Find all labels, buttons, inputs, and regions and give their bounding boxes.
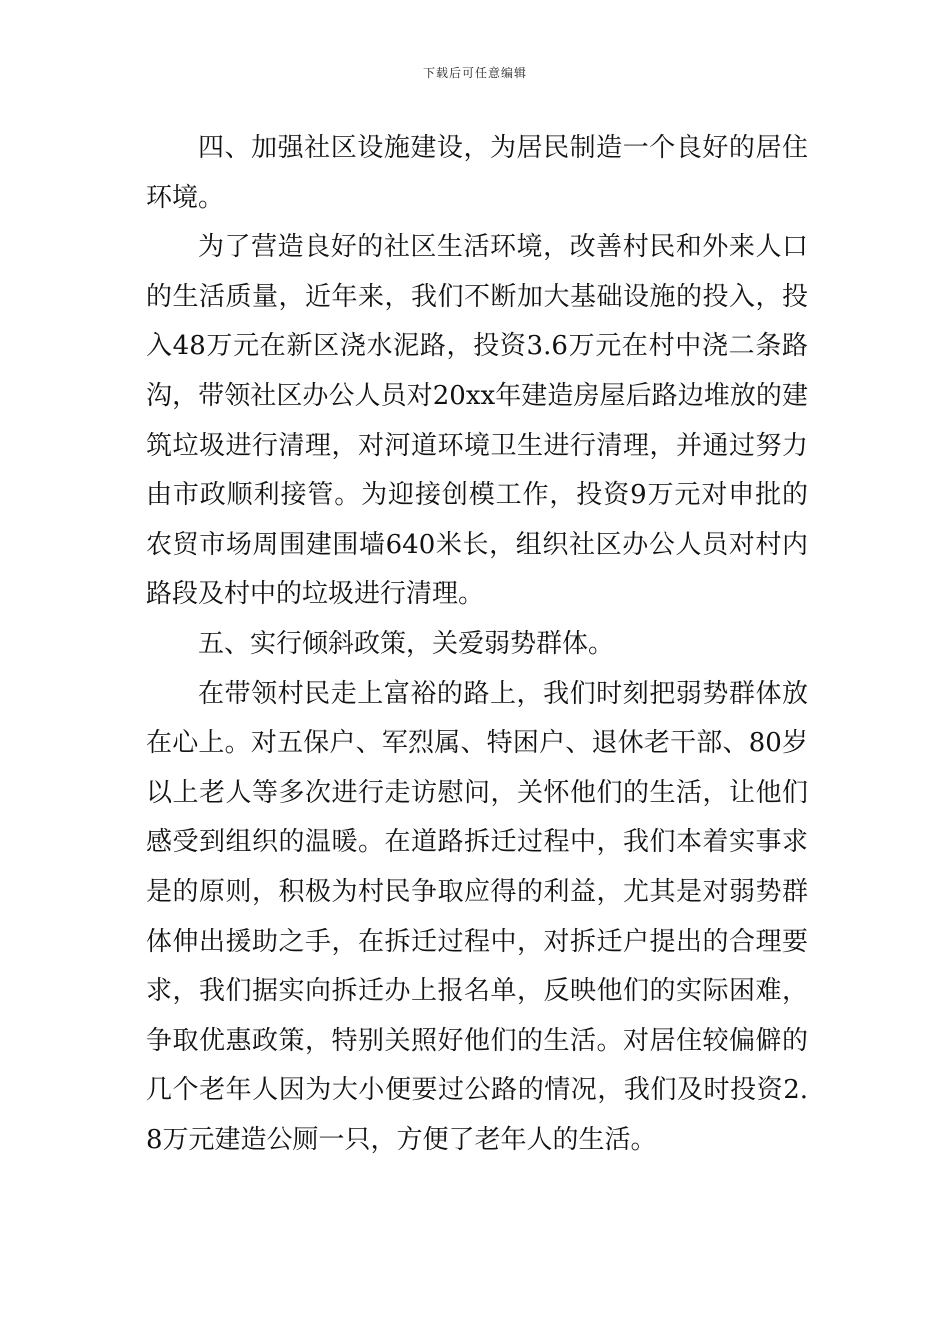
section-heading-five: 五、实行倾斜政策，关爱弱势群体。 — [198, 628, 615, 659]
section-heading-four: 四、加强社区设施建设，为居民制造一个良好的居住环境。 — [146, 133, 808, 213]
page-header: 下载后可任意编辑 — [422, 66, 527, 80]
paragraph-facilities: 为了营造良好的社区生活环境，改善村民和外来人口的生活质量，近年来，我们不断加大基础设施的投入，投入48万元在新区浇水泥路，投资3.6万元在村中浇二条路沟，带领社区办公人员对20xx年建造房屋后路边堆放的建筑垃圾进行清理，对河道环境卫生进行清理，并通过努力由市政顺利接管。为迎接创模工作，投资9万元对申批的农贸市场周围建围墙640米长，组织社区办公人员对村内路段及村中的垃圾进行清理。 — [146, 232, 808, 610]
document-body — [146, 124, 808, 1165]
paragraph-vulnerable-groups: 在带领村民走上富裕的路上，我们时刻把弱势群体放在心上。对五保户、军烈属、特困户、退休老干部、80岁以上老人等多次进行走访慰问，关怀他们的生活，让他们感受到组织的温暖。在道路拆迁过程中，我们本着实事求是的原则，积极为村民争取应得的利益，尤其是对弱势群体伸出援助之手，在拆迁过程中，对拆迁户提出的合理要求，我们据实向拆迁办上报名单，反映他们的实际困难，争取优惠政策，特别关照好他们的生活。对居住较偏僻的几个老年人因为大小便要过公路的情况，我们及时投资2.8万元建造公厕一只，方便了老年人的生活。 — [146, 678, 808, 1155]
